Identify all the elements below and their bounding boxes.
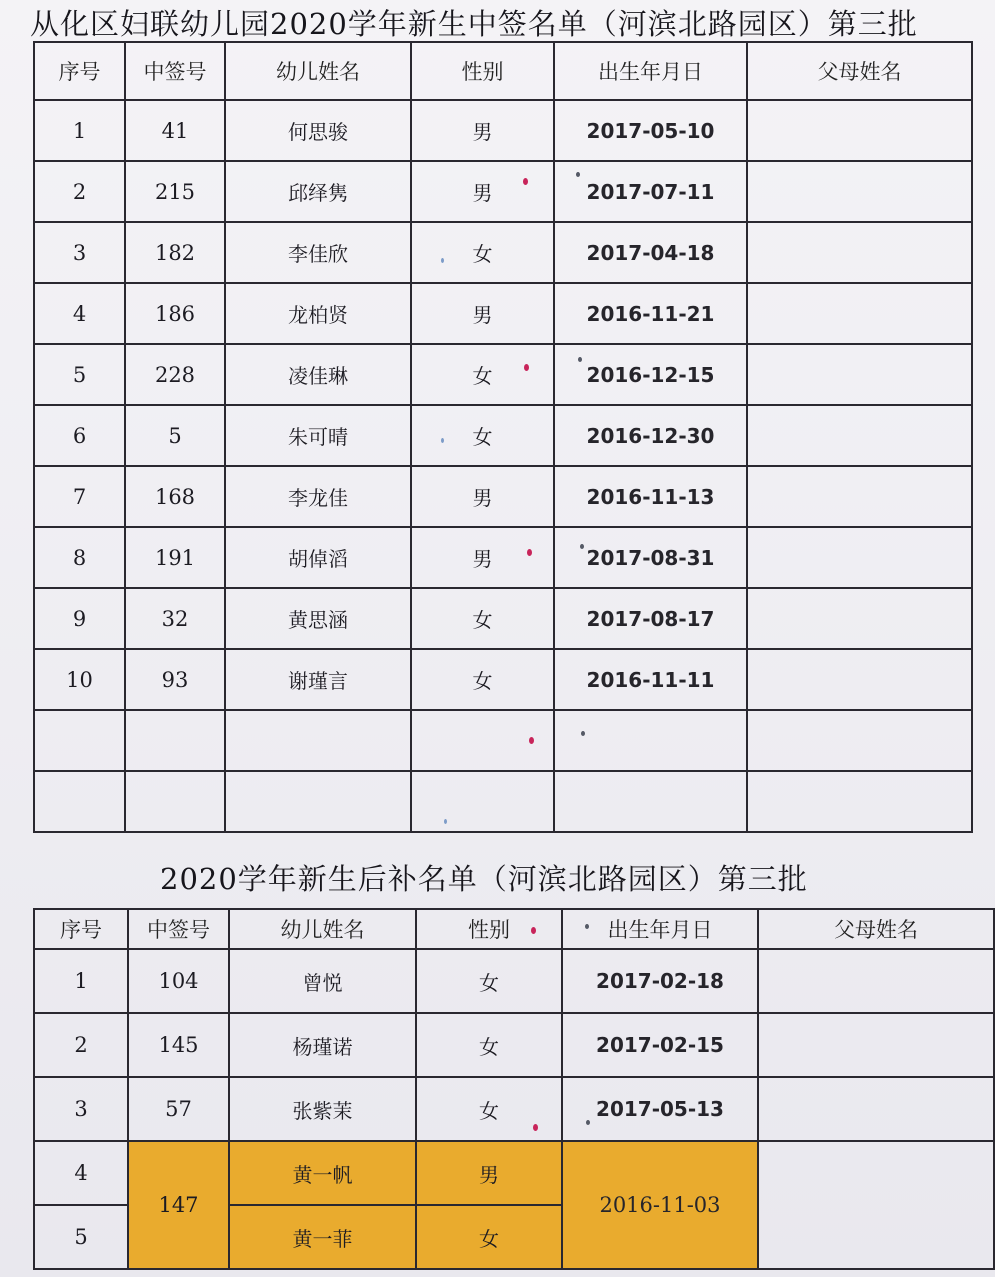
cell-no: 3 (34, 1077, 128, 1141)
cell-gender: 男 (411, 527, 554, 588)
cell-name: 黄一菲 (229, 1205, 416, 1269)
cell-parents (747, 588, 972, 649)
cell-no: 2 (34, 1013, 128, 1077)
col-header-no: 序号 (34, 909, 128, 949)
admission-table (33, 41, 973, 833)
cell-name (225, 771, 411, 832)
cell-no: 1 (34, 949, 128, 1013)
col-header-parents: 父母姓名 (747, 42, 972, 100)
cell-parents (747, 527, 972, 588)
cell-ticket: 57 (128, 1077, 229, 1141)
cell-parents (747, 405, 972, 466)
table-row (34, 222, 972, 283)
cell-name (225, 710, 411, 771)
cell-gender: 女 (411, 222, 554, 283)
cell-name: 谢瑾言 (225, 649, 411, 710)
cell-dob: 2017-08-17 (554, 588, 747, 649)
table-row (34, 949, 994, 1013)
cell-parents-merged (758, 1141, 994, 1269)
cell-gender: 女 (411, 344, 554, 405)
cell-no: 1 (34, 100, 125, 161)
cell-dob: 2016-11-13 (554, 466, 747, 527)
col-header-no: 序号 (34, 42, 125, 100)
cell-parents (747, 710, 972, 771)
cell-no: 9 (34, 588, 125, 649)
cell-ticket: 186 (125, 283, 225, 344)
ink-speck (586, 1120, 590, 1125)
col-header-dob: 出生年月日 (554, 42, 747, 100)
cell-ticket: 215 (125, 161, 225, 222)
cell-dob-merged: 2016-11-03 (562, 1141, 758, 1269)
col-header-gender: 性别 (411, 42, 554, 100)
cell-ticket: 93 (125, 649, 225, 710)
ink-speck (441, 258, 444, 263)
cell-gender: 男 (411, 100, 554, 161)
cell-parents (747, 344, 972, 405)
cell-parents (747, 649, 972, 710)
ink-speck (581, 731, 585, 736)
cell-ticket: 41 (125, 100, 225, 161)
col-header-ticket: 中签号 (128, 909, 229, 949)
cell-parents (747, 222, 972, 283)
table-row (34, 1077, 994, 1141)
cell-no: 4 (34, 1141, 128, 1205)
cell-dob: 2016-11-11 (554, 649, 747, 710)
waitlist-title: 2020学年新生后补名单（河滨北路园区）第三批 (160, 862, 808, 896)
cell-gender: 男 (411, 466, 554, 527)
cell-gender: 女 (416, 1205, 562, 1269)
cell-gender: 男 (416, 1141, 562, 1205)
table-header-row (34, 42, 972, 100)
ink-speck (529, 737, 534, 744)
cell-gender: 女 (411, 405, 554, 466)
ink-speck (523, 178, 528, 185)
cell-dob: 2016-11-21 (554, 283, 747, 344)
cell-parents (747, 100, 972, 161)
cell-dob (554, 710, 747, 771)
table-row (34, 100, 972, 161)
cell-ticket: 104 (128, 949, 229, 1013)
cell-name: 张紫茉 (229, 1077, 416, 1141)
cell-name: 黄一帆 (229, 1141, 416, 1205)
table-row (34, 527, 972, 588)
cell-no: 10 (34, 649, 125, 710)
table-row (34, 710, 972, 771)
table-row (34, 161, 972, 222)
cell-name: 朱可晴 (225, 405, 411, 466)
ink-speck (524, 364, 529, 371)
cell-parents (758, 1013, 994, 1077)
col-header-name: 幼儿姓名 (229, 909, 416, 949)
cell-ticket: 145 (128, 1013, 229, 1077)
cell-ticket-merged: 147 (128, 1141, 229, 1269)
cell-no: 6 (34, 405, 125, 466)
col-header-name: 幼儿姓名 (225, 42, 411, 100)
cell-gender: 女 (411, 649, 554, 710)
col-header-parents: 父母姓名 (758, 909, 994, 949)
ink-speck (580, 544, 584, 549)
cell-dob: 2016-12-15 (554, 344, 747, 405)
cell-gender: 女 (411, 588, 554, 649)
col-header-gender: 性别 (416, 909, 562, 949)
cell-dob: 2017-02-18 (562, 949, 758, 1013)
cell-dob: 2016-12-30 (554, 405, 747, 466)
cell-no (34, 771, 125, 832)
cell-no: 5 (34, 344, 125, 405)
table-row (34, 771, 972, 832)
cell-parents (747, 283, 972, 344)
cell-ticket: 5 (125, 405, 225, 466)
cell-name: 李佳欣 (225, 222, 411, 283)
cell-dob: 2017-07-11 (554, 161, 747, 222)
cell-name: 曾悦 (229, 949, 416, 1013)
table-row (34, 1141, 994, 1205)
cell-dob: 2017-04-18 (554, 222, 747, 283)
table-row (34, 283, 972, 344)
col-header-ticket: 中签号 (125, 42, 225, 100)
cell-name: 凌佳琳 (225, 344, 411, 405)
cell-gender: 女 (416, 1013, 562, 1077)
cell-name: 邱绎隽 (225, 161, 411, 222)
cell-dob: 2017-02-15 (562, 1013, 758, 1077)
cell-ticket: 191 (125, 527, 225, 588)
table-row (34, 649, 972, 710)
cell-gender (411, 771, 554, 832)
ink-speck (444, 819, 447, 824)
table-row (34, 405, 972, 466)
cell-parents (747, 161, 972, 222)
cell-ticket: 32 (125, 588, 225, 649)
table-row (34, 588, 972, 649)
cell-name: 何思骏 (225, 100, 411, 161)
cell-ticket: 228 (125, 344, 225, 405)
ink-speck (441, 438, 444, 443)
cell-parents (758, 1077, 994, 1141)
cell-dob (554, 771, 747, 832)
cell-name: 胡倬滔 (225, 527, 411, 588)
ink-speck (533, 1124, 538, 1131)
cell-no: 4 (34, 283, 125, 344)
cell-name: 李龙佳 (225, 466, 411, 527)
cell-no: 8 (34, 527, 125, 588)
cell-ticket (125, 771, 225, 832)
cell-no (34, 710, 125, 771)
ink-speck (578, 357, 582, 362)
table-row (34, 466, 972, 527)
ink-speck (527, 549, 532, 556)
table-header-row (34, 909, 994, 949)
col-header-dob: 出生年月日 (562, 909, 758, 949)
cell-gender: 女 (416, 949, 562, 1013)
cell-name: 黄思涵 (225, 588, 411, 649)
cell-no: 3 (34, 222, 125, 283)
cell-dob: 2017-05-13 (562, 1077, 758, 1141)
cell-dob: 2017-05-10 (554, 100, 747, 161)
table-row (34, 1013, 994, 1077)
waitlist-table (33, 908, 995, 1270)
cell-ticket (125, 710, 225, 771)
cell-gender: 女 (416, 1077, 562, 1141)
cell-parents (747, 771, 972, 832)
ink-speck (576, 172, 580, 177)
cell-no: 2 (34, 161, 125, 222)
cell-gender: 男 (411, 161, 554, 222)
ink-speck (531, 927, 536, 934)
cell-parents (747, 466, 972, 527)
cell-name: 杨瑾诺 (229, 1013, 416, 1077)
table-row (34, 344, 972, 405)
page-title: 从化区妇联幼儿园2020学年新生中签名单（河滨北路园区）第三批 (30, 7, 918, 41)
cell-no: 7 (34, 466, 125, 527)
cell-name: 龙柏贤 (225, 283, 411, 344)
ink-speck (585, 924, 589, 929)
cell-no: 5 (34, 1205, 128, 1269)
cell-parents (758, 949, 994, 1013)
cell-dob: 2017-08-31 (554, 527, 747, 588)
cell-ticket: 182 (125, 222, 225, 283)
cell-ticket: 168 (125, 466, 225, 527)
cell-gender: 男 (411, 283, 554, 344)
